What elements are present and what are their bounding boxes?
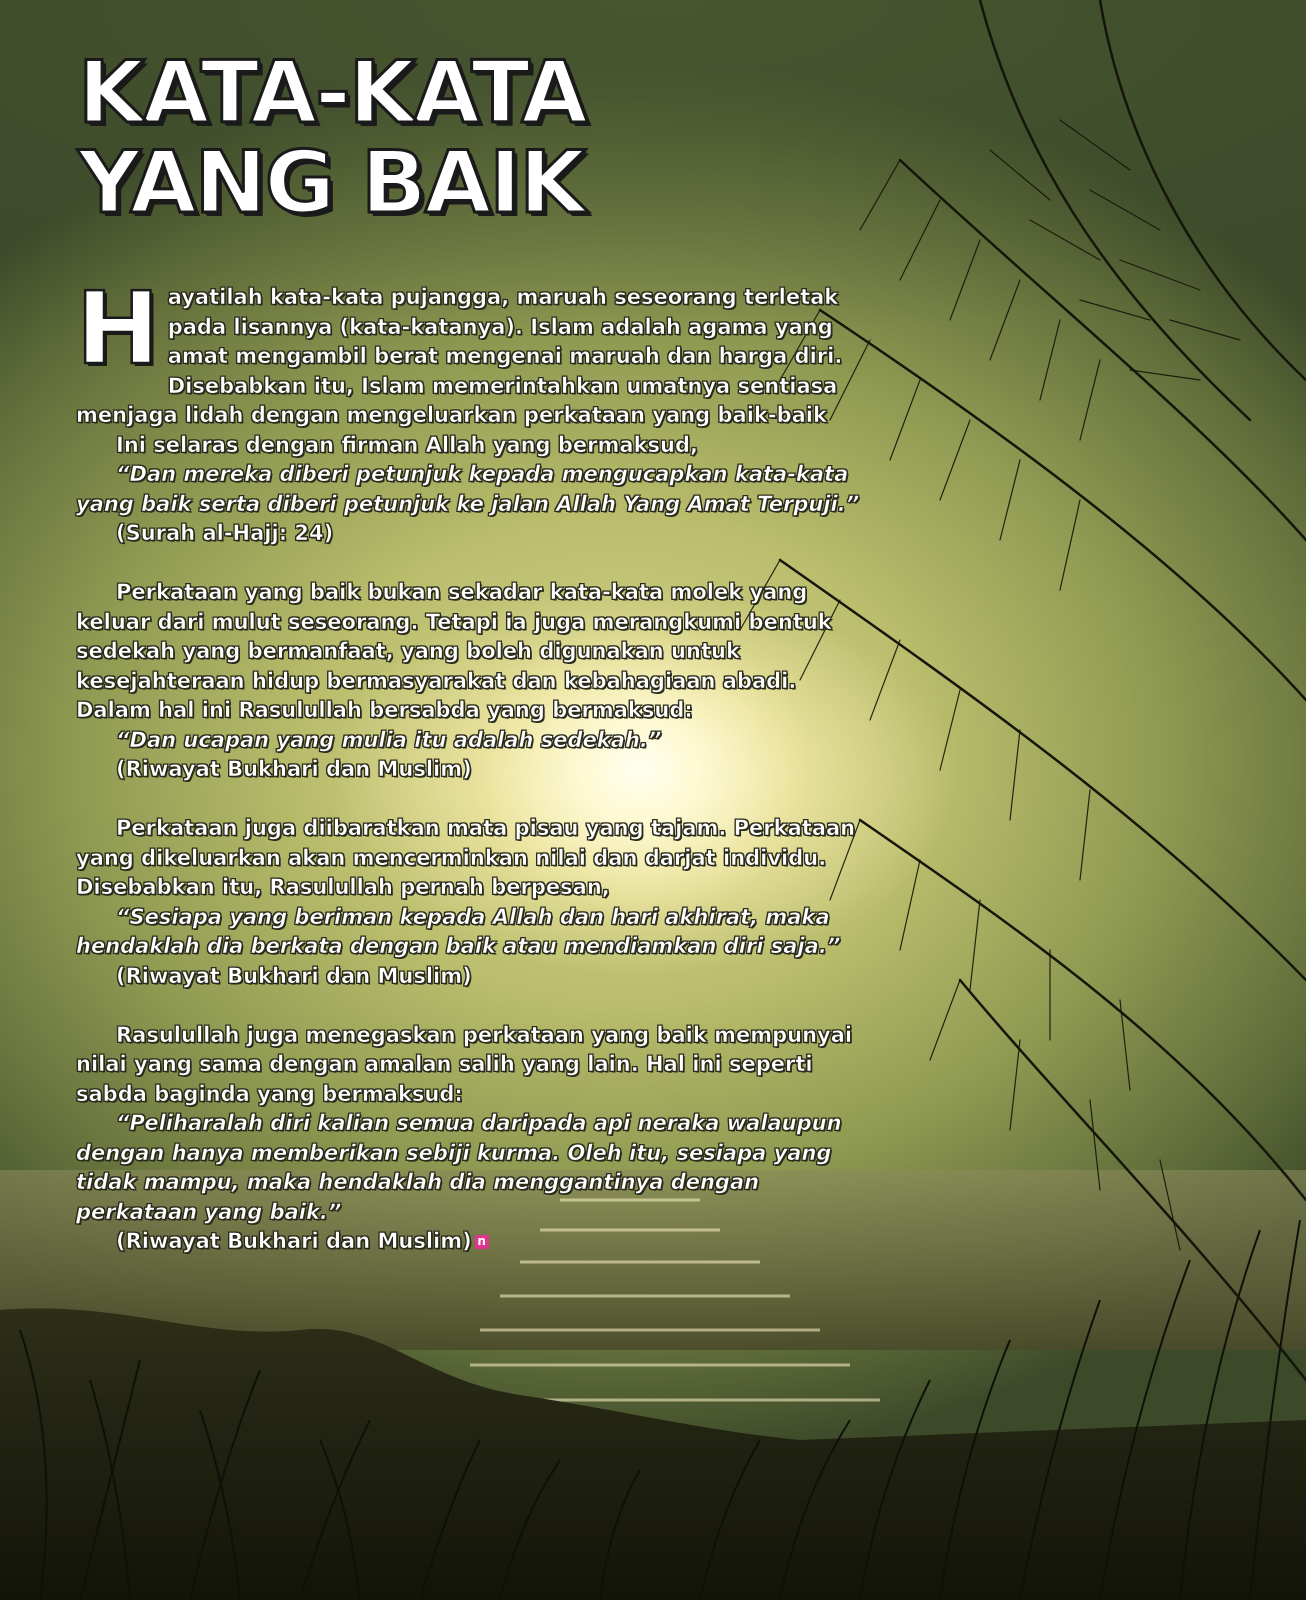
quote-1: “Dan mereka diberi petunjuk kepada mengucapkan kata-kata yang baik serta diberi petunjuk ke jalan Allah Yang Amat Terpuji.” (76, 462, 860, 516)
intro-text: ayatilah kata-kata pujangga, maruah seseorang terletak pada lisannya (kata-katanya). Islam adalah agama yang amat mengambil berat mengenai maruah dan harga diri. Disebabkan itu, Islam memerintahkan umatnya sentiasa menjaga lidah dengan mengeluarkan perkataan yang baik-baik (76, 285, 843, 427)
title-line-2: YANG BAIK (78, 133, 584, 233)
paragraph-4: Perkataan juga diibaratkan mata pisau yang tajam. Perkataan yang dikeluarkan akan mencerminkan nilai dan darjat individu. Disebabkan itu, Rasulullah pernah berpesan, (76, 816, 856, 899)
paragraph-gap (76, 785, 876, 815)
end-of-article-icon: n (475, 1235, 489, 1249)
drop-cap: H (76, 270, 160, 387)
page-title (78, 43, 586, 233)
title-line-1: KATA-KATA (78, 43, 586, 143)
quote-2: “Dan ucapan yang mulia itu adalah sedekah.” (116, 727, 662, 752)
quote-4: “Peliharalah diri kalian semua daripada api neraka walaupun dengan hanya memberikan sebiji kurma. Oleh itu, sesiapa yang tidak mampu, maka hendaklah dia menggantinya dengan perkataan yang baik.” (76, 1111, 842, 1224)
source-2: (Riwayat Bukhari dan Muslim) (116, 757, 472, 781)
source-1: (Surah al-Hajj: 24) (116, 521, 334, 545)
paragraph-gap (76, 991, 876, 1021)
intro-paragraph (76, 270, 876, 431)
quote-3: “Sesiapa yang beriman kepada Allah dan hari akhirat, maka hendaklah dia berkata dengan baik atau mendiamkan diri saja.” (76, 904, 841, 958)
paragraph-3: Perkataan yang baik bukan sekadar kata-kata molek yang keluar dari mulut seseorang. Tetapi ia juga merangkumi bentuk sedekah yang bermanfaat, yang boleh digunakan untuk kesejahteraan hidup bermasyarakat dan kebahagiaan abadi. Dalam hal ini Rasulullah bersabda yang bermaksud: (76, 580, 832, 722)
paragraph-2: Ini selaras dengan firman Allah yang bermaksud, (116, 432, 698, 457)
paragraph-5: Rasulullah juga menegaskan perkataan yang baik mempunyai nilai yang sama dengan amalan salih yang lain. Hal ini seperti sabda baginda yang bermaksud: (76, 1022, 853, 1106)
source-4: (Riwayat Bukhari dan Muslim) (116, 1229, 472, 1253)
paragraph-gap (76, 549, 876, 579)
article-body (76, 270, 876, 1257)
source-4-line (76, 1227, 876, 1257)
source-3: (Riwayat Bukhari dan Muslim) (116, 963, 472, 988)
